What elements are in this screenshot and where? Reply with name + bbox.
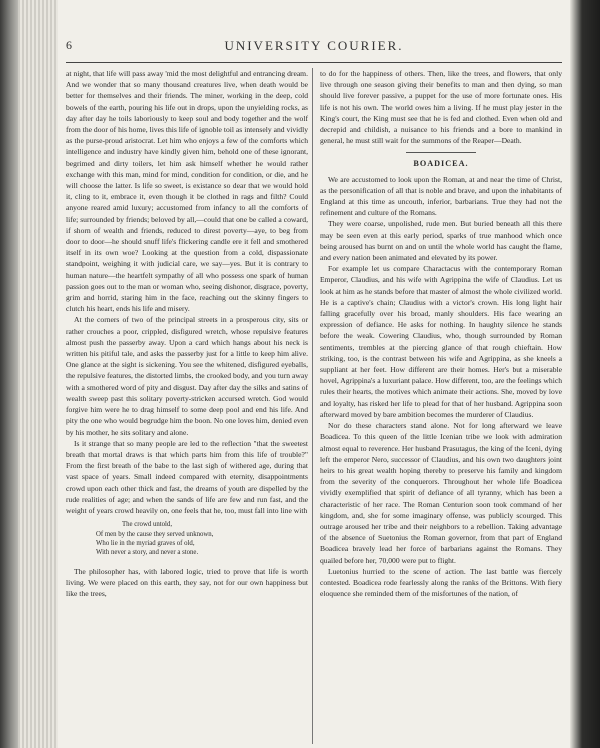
poem-line: The crowd untold,	[122, 521, 173, 529]
poem-line: With never a story, and never a stone.	[96, 549, 199, 557]
poem-quote	[96, 520, 308, 558]
right-column	[320, 68, 562, 599]
page-stack-edge	[18, 0, 59, 748]
section-rule	[406, 152, 476, 153]
left-paragraph: at night, that life will pass away 'mid the most delightful and entrancing dream. And we wonder that so many thousand creatures live, when death would be better for themselves and their friends. The miner, working in the deep, cold bowels of the earth, pouring his life out in drops, upon the unyielding rocks, as day after day he toils laboriously to keep soul and body together and the wolf from the door of his home, lives this life of ignoble toil as intensely and vividly as the purse-proud aristocrat. Let him who enjoys a few of the comforts which intelligence and industry have kindly given him, behold one of these ignorant, begrimed and dirty toilers, let him ask himself whether he would rather exchange with this man, mind for mind, condition for condition, or die, and he will choose the latter. Is life so sweet, is existance so dear that we would hold it, cling to it, embrace it, even though it be clothed in rags and filth? Could anyone reared amid luxury; accustomed from infancy to all the comforts of life; surrounded by friends; beloved by all,—could that one be called a coward, if shorn of wealth and friends, reduced to direst poverty—aye, to beg from door to door—he should snuff life's flickering candle ere it fell and smothered itself in its own woe? Looking at the question from a cold, dispassionate standpoint, weighing it with judicial care, we say—yes. But it is contrary to human nature—the heartfelt sympathy of all who possess one spark of human passion goes out to the man or woman who, seeing dishonor, disgrace, poverty, grim and horrid, staring him in the face, reaching out the skinny fingers to clutch his heart, ends his life and misery.	[66, 69, 308, 314]
left-paragraph: Is it strange that so many people are led to the reflection "that the sweetest breath that mortal draws is that which parts him from this life of trouble?" From the first breath of the babe to the last sigh of withered age, during that vast space of years. Small indeed compared with eternity, disappointments crowd upon each other thick and fast, the dreams of youth are dispelled by the rude realities of age; and when the sands of life are few and run fast, and the weight of years crowd heavily on, one feels that he, too, must fall into line with	[66, 438, 308, 515]
left-closing-paragraph: The philosopher has, with labored logic, tried to prove that life is worth living. We were placed on this earth, they say, not for our own happiness but like the trees,	[66, 566, 308, 599]
section-title: BOADICEA.	[413, 159, 469, 169]
right-paragraph: For example let us compare Charactacus with the contemporary Roman Emperor, Claudius, and his wife with Agrippina the wife of Claudius. Let us look at him as he stands before that master of almost the whole civilized world. He is a captive's chain; Claudius with a victor's crown. His long light hair falling gracefully over his broad, manly shoulders. His face wearing an expression of defiance. He asks for nothing. In haughty silence he stands before the weak. Cowering Claudius, who, though surrounded by Roman sentiments, trembles at the piercing glance of that rough chieftain. How striking, too, is the contrast between his wife and Agrippina, as she kneels a suppliant at her feet. How different are their homes. Her's but a miserable hovel, Agrippina's a luxuriant palace. How different, too, are the feelings which rules their hearts, the motives which animate their actions. She, moved by love and loyalty, has risked her life to plead for that of her husband. Agrippina soon afterward moved by bare ambition becomes the murderer of Claudius.	[320, 264, 562, 419]
book-binding	[0, 0, 18, 748]
right-paragraph: We are accustomed to look upon the Roman, at and near the time of Christ, as the personification of all that is noble and brave, and upon the inhabitants of England at this time as uncouth, inferior, barbarians. True they had not the refinement and culture of the Romans.	[320, 174, 562, 218]
facing-page-edge	[570, 0, 600, 748]
column-divider	[312, 68, 313, 744]
poem-line: Of men by the cause they served unknown,	[96, 530, 214, 538]
running-head: UNIVERSITY COURIER.	[224, 38, 404, 53]
right-lead-paragraph: to do for the happiness of others. Then, like the trees, and flowers, that only live through one season giving their benefits to man and then dying, so man should live forever passive, a puppet for the use of more fortunate ones. His life is not his own. The world owes him a living. If he must play jester in the King's court, the King must see that he is fed and clothed. Even when old and decrepid and childish, a nuisance to his friends and a bore to mankind in general, he must still wait for the summons of the Reaper—Death.	[320, 69, 562, 146]
page-header	[66, 38, 562, 58]
right-paragraph: Luetonius hurried to the scene of action. The last battle was fiercely contested. Boadicea rode fearlessly along the ranks of the Brittons. With fiery eloquence she reminded them of the misfortunes of the nation, of	[320, 566, 562, 599]
page-number: 6	[66, 38, 72, 52]
poem-line: Who lie in the myriad graves of old,	[96, 539, 195, 547]
right-paragraph: They were coarse, unpolished, rude men. But buried beneath all this there may be seen even at this early period, sparks of true manhood which once being aroused has burnt on and on until the whole world has caught the flame, and every nation been animated and elevated by its power.	[320, 219, 562, 263]
left-column	[66, 68, 308, 599]
right-paragraph: Nor do these characters stand alone. Not for long afterward we leave Boadicea. To this queen of the little Icenian tribe we look with admiration almost equal to reverence. Her husband Prasutagus, the king of the Iceni, dying left the emperor Nero, successor of Claudius, and his own two daughters joint heirs to his great wealth hoping thereby to preserve his family and kingdom from the severity of the conquerors. Throughout her whole life Boadicea vividly exemplified that spirit of defiance of all tyranny, which has been a characteristic of her race. The Roman Centurion soon took command of her kingdom, and, she for some imaginary offense, was publicly scourged. This outrage aroused her tribe and their neighbors to a rebellion. Taking advantage of the absence of Suetonius the Roman governor, from that part of England Boadicea bravely lead her force of barbarians against the Romans. They quailed before her, 70,000 were put to flight.	[320, 421, 562, 565]
header-rule	[66, 62, 562, 63]
left-paragraph: At the corners of two of the principal streets in a prosperous city, sits or rather crouches a poor, crippled, disfigured wretch, whose repulsive features almost push the passerby away. Upon a card which hangs about his neck is written his pitiful tale, and asks the passerby just for a little to keep him alive. One glance at the sight is sickening. You see the whitened, disfigured eyeballs, the repulsive features, the distorted limbs, the crooked body, and you turn away with a smothered word of pity and disgust. Day after day the silks and satins of wealth sweep past this solitary poverty-stricken accursed wretch. God would forgive him were he to drag himself to some deep pool and end his life. And pity the one who would begrudge him the boon. No one loves him, denied even by his mother, he sits solitary and alone.	[66, 315, 308, 437]
newspaper-page	[58, 0, 570, 748]
